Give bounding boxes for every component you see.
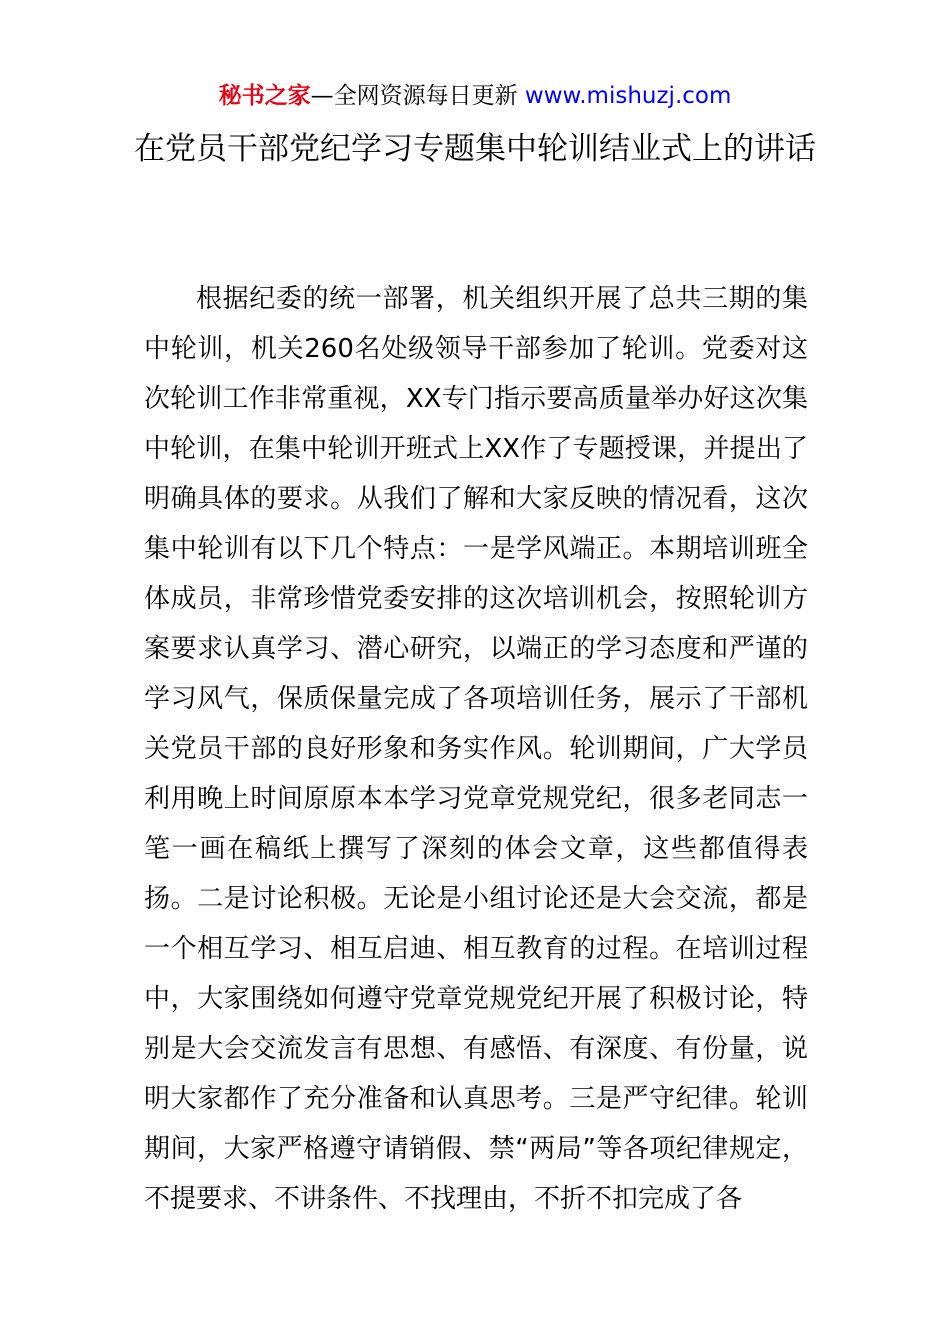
site-header: [0, 80, 950, 112]
document-title: 在党员干部党纪学习专题集中轮训结业式上的讲话: [134, 131, 816, 167]
brand-name: 秘书之家: [218, 83, 311, 109]
site-url-link[interactable]: www.mishuzj.com: [524, 83, 732, 109]
site-tagline: —全网资源每日更新: [310, 83, 525, 109]
body-paragraph: 根据纪委的统一部署，机关组织开展了总共三期的集中轮训，机关260名处级领导干部参加了轮训。党委对这次轮训工作非常重视，XX专门指示要高质量举办好这次集中轮训，在集中轮训开班式上XX作了专题授课，并提出了明确具体的要求。从我们了解和大家反映的情况看，这次集中轮训有以下几个特点：一是学风端正。本期培训班全体成员，非常珍惜党委安排的这次培训机会，按照轮训方案要求认真学习、潜心研究，以端正的学习态度和严谨的学习风气，保质保量完成了各项培训任务，展示了干部机关党员干部的良好形象和务实作风。轮训期间，广大学员利用晚上时间原原本本学习党章党规党纪，很多老同志一笔一画在稿纸上撰写了深刻的体会文章，这些都值得表扬。二是讨论积极。无论是小组讨论还是大会交流，都是一个相互学习、相互启迪、相互教育的过程。在培训过程中，大家围绕如何遵守党章党规党纪开展了积极讨论，特别是大会交流发言有思想、有感悟、有深度、有份量，说明大家都作了充分准备和认真思考。三是严守纪律。轮训期间，大家严格遵守请销假、禁“两局”等各项纪律规定，不提要求、不讲条件、不找理由，不折不扣完成了各: [144, 284, 808, 1214]
